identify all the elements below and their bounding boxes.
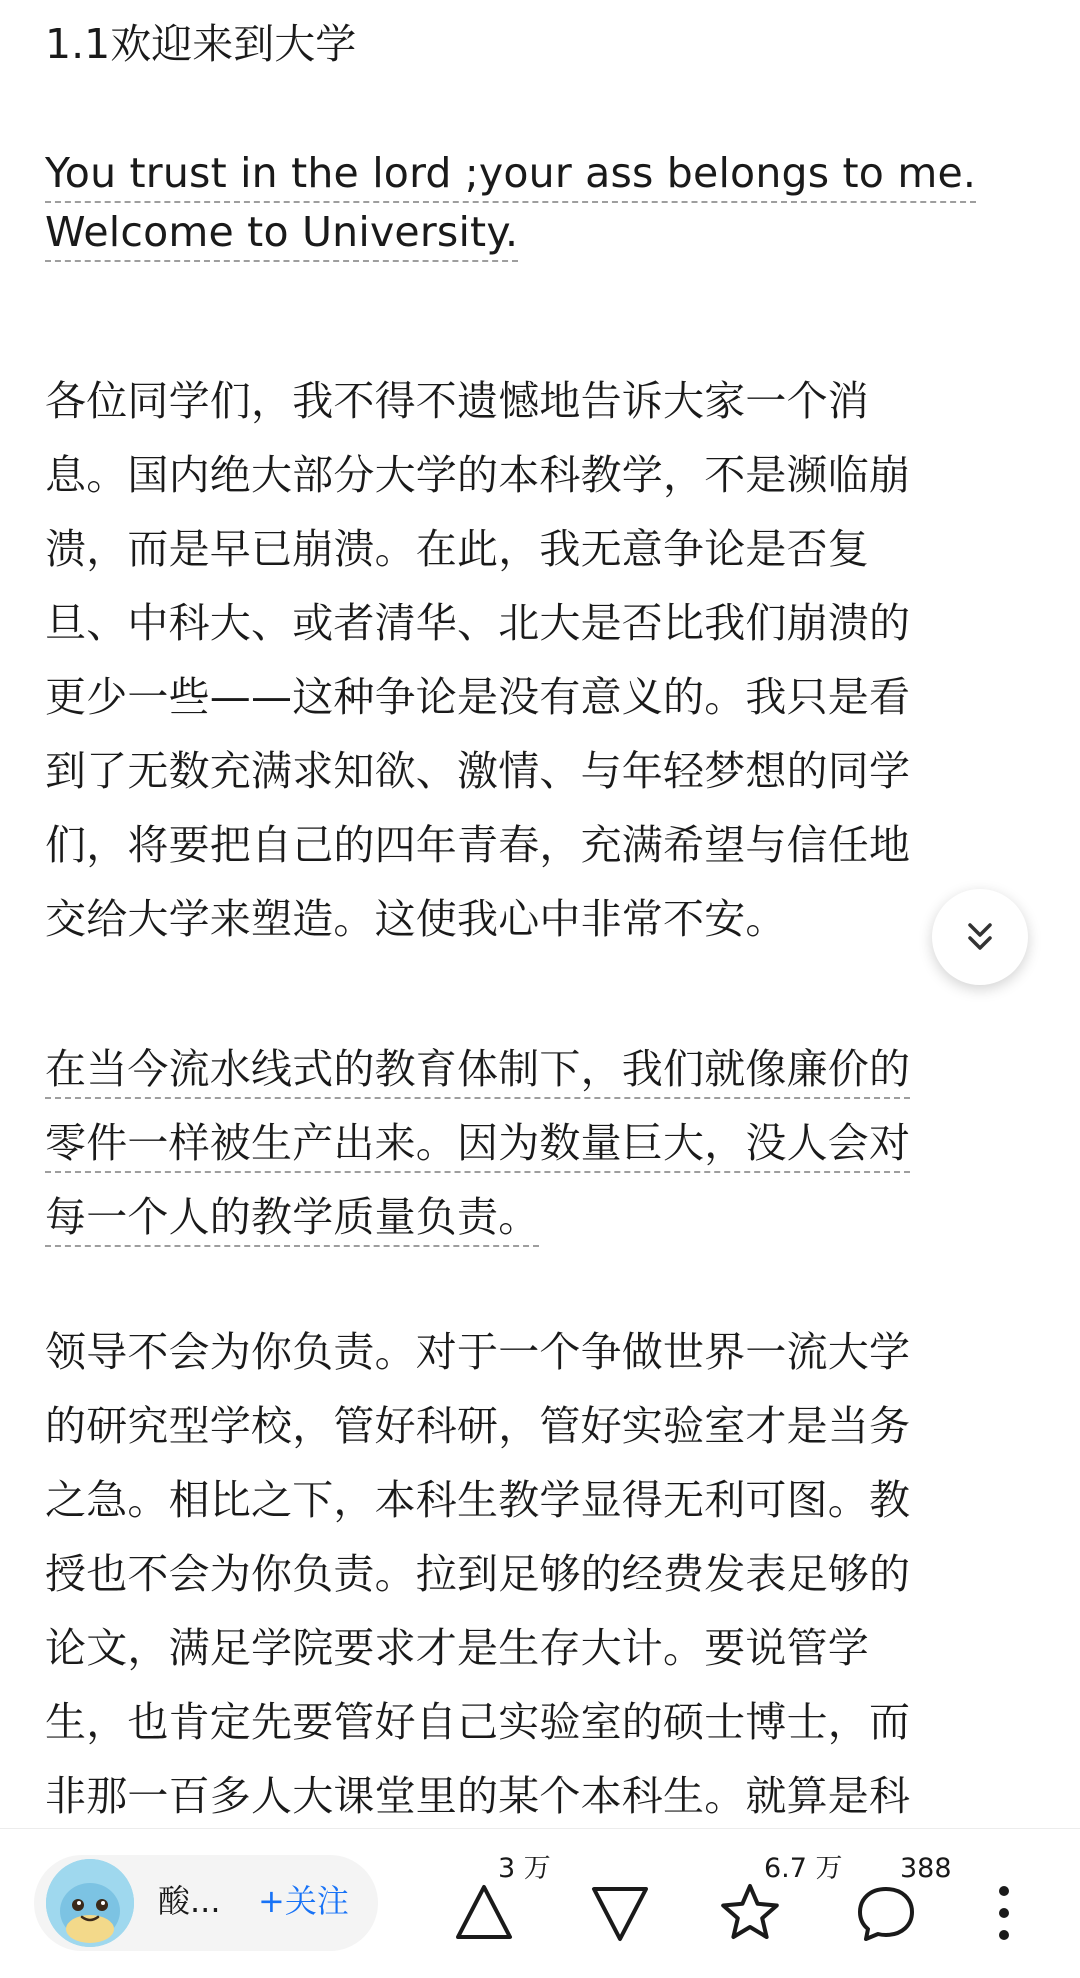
paragraph-line: 之急。相比之下，本科生教学显得无利可图。教 xyxy=(45,1476,911,1524)
quote-line xyxy=(45,144,1035,203)
paragraph-line xyxy=(45,1032,1035,1106)
quote-line-text: You trust in the lord ;your ass belongs to me. xyxy=(45,149,976,203)
favorite-button[interactable] xyxy=(718,1853,848,1953)
star-icon xyxy=(718,1881,782,1945)
paragraph-line: 各位同学们，我不得不遗憾地告诉大家一个消 xyxy=(45,377,869,425)
author-name[interactable]: 酸... xyxy=(158,1882,221,1920)
quote-line xyxy=(45,203,1035,262)
more-button[interactable] xyxy=(984,1853,1024,1953)
avatar[interactable] xyxy=(46,1859,134,1947)
quote-line-text: Welcome to University. xyxy=(45,208,518,262)
paragraph-line: 领导不会为你负责。对于一个争做世界一流大学 xyxy=(45,1328,911,1376)
downvote-icon xyxy=(588,1881,652,1945)
more-icon xyxy=(994,1883,1014,1943)
double-chevron-down-icon xyxy=(960,917,1000,957)
author-pill[interactable] xyxy=(34,1855,378,1951)
paragraph-line: 溃，而是早已崩溃。在此，我无意争论是否复 xyxy=(45,525,869,573)
article-title: 1.1欢迎来到大学 xyxy=(45,20,357,68)
quote-block xyxy=(45,144,1035,262)
comment-icon xyxy=(854,1881,918,1945)
upvote-button[interactable] xyxy=(452,1853,572,1953)
favorite-count: 6.7 万 xyxy=(764,1853,843,1884)
paragraph-2 xyxy=(45,1032,1035,1254)
follow-button[interactable]: +关注 xyxy=(258,1882,349,1920)
scroll-down-button[interactable] xyxy=(932,889,1028,985)
paragraph-line: 论文，满足学院要求才是生存大计。要说管学 xyxy=(45,1624,869,1672)
paragraph-line-text: 每一个人的教学质量负责。 xyxy=(45,1193,539,1247)
paragraph-line xyxy=(45,1106,1035,1180)
paragraph-line: 息。国内绝大部分大学的本科教学，不是濒临崩 xyxy=(45,451,911,499)
downvote-button[interactable] xyxy=(588,1853,658,1953)
paragraph-line-text: 零件一样被生产出来。因为数量巨大，没人会对 xyxy=(45,1119,910,1173)
paragraph-3 xyxy=(45,1315,1035,1833)
paragraph-line: 更少一些——这种争论是没有意义的。我只是看 xyxy=(45,673,911,721)
paragraph-line: 交给大学来塑造。这使我心中非常不安。 xyxy=(45,895,787,943)
paragraph-line: 到了无数充满求知欲、激情、与年轻梦想的同学 xyxy=(45,747,911,795)
comment-count: 388 xyxy=(900,1853,952,1884)
comment-button[interactable] xyxy=(854,1853,964,1953)
paragraph-line: 们，将要把自己的四年青春，充满希望与信任地 xyxy=(45,821,911,869)
paragraph-line: 旦、中科大、或者清华、北大是否比我们崩溃的 xyxy=(45,599,911,647)
upvote-count: 3 万 xyxy=(498,1853,551,1884)
paragraph-line-text: 在当今流水线式的教育体制下，我们就像廉价的 xyxy=(45,1045,910,1099)
bottom-action-bar xyxy=(0,1828,1080,1978)
paragraph-line: 非那一百多人大课堂里的某个本科生。就算是科 xyxy=(45,1772,911,1820)
paragraph-line: 的研究型学校，管好科研，管好实验室才是当务 xyxy=(45,1402,911,1450)
paragraph-line xyxy=(45,1180,1035,1254)
paragraph-line: 授也不会为你负责。拉到足够的经费发表足够的 xyxy=(45,1550,911,1598)
avatar-image xyxy=(46,1859,134,1947)
paragraph-1 xyxy=(45,364,1035,956)
paragraph-line: 生，也肯定先要管好自己实验室的硕士博士，而 xyxy=(45,1698,911,1746)
upvote-icon xyxy=(452,1881,516,1945)
